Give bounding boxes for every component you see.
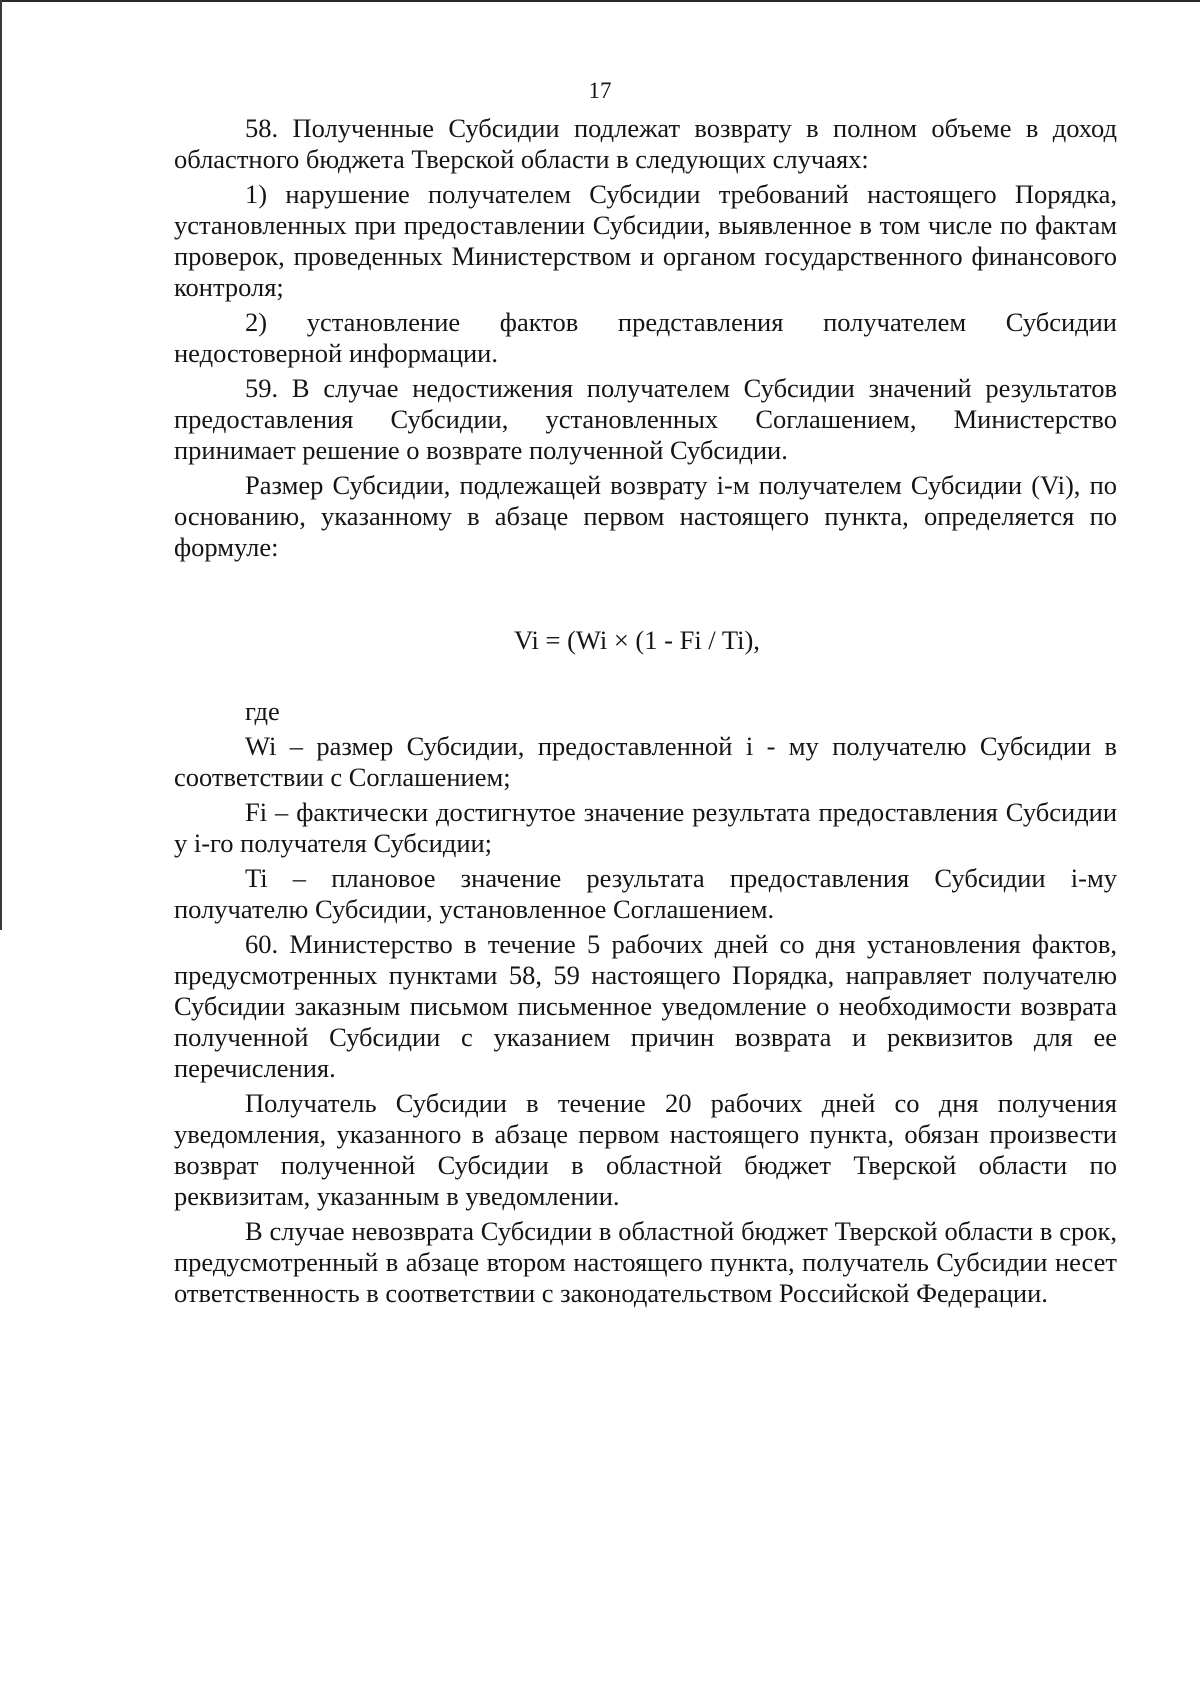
paragraph-60: 60. Министерство в течение 5 рабочих дней со дня установления фактов, предусмотренных пунктами 58, 59 настоящего Порядка, направляет получателю Субсидии заказным письмом письменное уведомление о необходимости возврата полученной Субсидии с указанием причин возврата и реквизитов для ее перечисления. (174, 929, 1117, 1083)
paragraph-58: 58. Полученные Субсидии подлежат возврату в полном объеме в доход областного бюджета Тверской области в следующих случаях: (174, 113, 1117, 174)
where-label: где (245, 696, 280, 726)
definition-wi: Wi – размер Субсидии, предоставленной i - му получателю Субсидии в соответствии с Соглашением; (174, 731, 1117, 792)
paragraph-58-case-1: 1) нарушение получателем Субсидии требований настоящего Порядка, установленных при предоставлении Субсидии, выявленное в том числе по фактам проверок, проведенных Министерством и органом государственного финансового контроля; (174, 179, 1117, 302)
scan-left-edge (0, 0, 2, 930)
definition-fi: Fi – фактически достигнутое значение результата предоставления Субсидии у i-го получателя Субсидии; (174, 797, 1117, 858)
paragraph-60-recipient-obligation: Получатель Субсидии в течение 20 рабочих дней со дня получения уведомления, указанного в абзаце первом настоящего пункта, обязан произвести возврат полученной Субсидии в областной бюджет Тверской области по реквизитам, указанным в уведомлении. (174, 1088, 1117, 1211)
document-body (174, 113, 1117, 1313)
scan-top-edge (0, 0, 1200, 2)
paragraph-59-subsidy-size: Размер Субсидии, подлежащей возврату i-м получателем Субсидии (Vi), по основанию, указанному в абзаце первом настоящего пункта, определяется по формуле: (174, 470, 1117, 562)
formula: Vi = (Wi × (1 - Fi / Ti), (514, 625, 760, 655)
paragraph-60-non-return: В случае невозврата Субсидии в областной бюджет Тверской области в срок, предусмотренный в абзаце втором настоящего пункта, получатель Субсидии несет ответственность в соответствии с законодательством Российской Федерации. (174, 1216, 1117, 1308)
page-number: 17 (588, 78, 612, 103)
paragraph-59: 59. В случае недостижения получателем Субсидии значений результатов предоставления Субсидии, установленных Соглашением, Министерство принимает решение о возврате полученной Субсидии. (174, 373, 1117, 465)
definition-ti: Ti – плановое значение результата предоставления Субсидии i-му получателю Субсидии, установленное Соглашением. (174, 863, 1117, 924)
paragraph-58-case-2: 2) установление фактов представления получателем Субсидии недостоверной информации. (174, 307, 1117, 368)
